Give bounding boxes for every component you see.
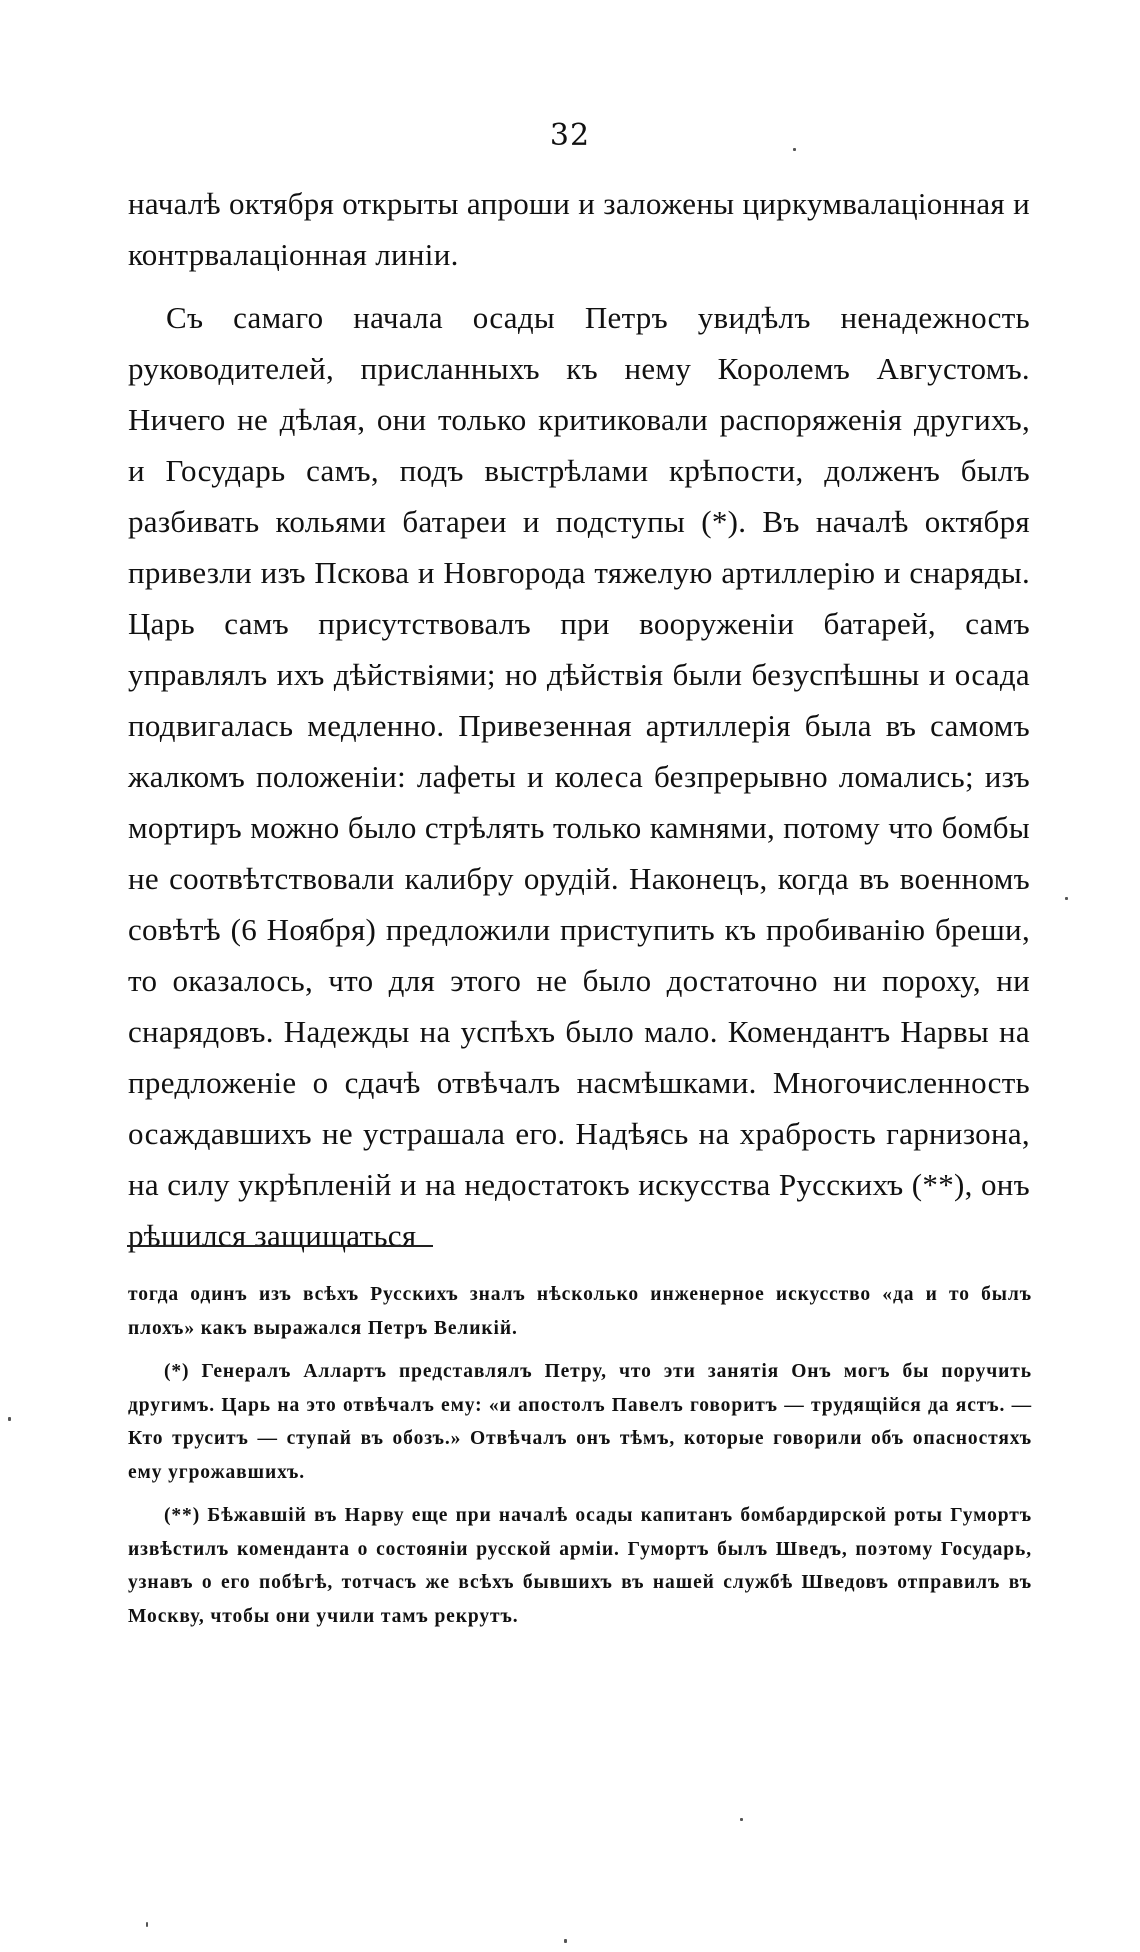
footnote-continuation: тогда одинъ изъ всѣхъ Русскихъ зналъ нѣсколько инженерное искусство «да и то былъ плохъ» какъ выражался Петръ Великій.	[128, 1284, 1032, 1339]
scan-speck	[8, 1417, 11, 1421]
page-number: 32	[549, 118, 591, 153]
scan-speck	[740, 1818, 743, 1821]
scan-speck	[146, 1922, 148, 1927]
footnote-1: (*) Генералъ Аллартъ представлялъ Петру, что эти занятія Онъ могъ бы поручить другимъ. Царь на это отвѣчалъ ему: «и апостолъ Павелъ говоритъ — трудящійся да ястъ. — Кто труситъ — ступай въ обозъ.» Отвѣчалъ онъ тѣмъ, которые говорили объ опасностяхъ ему угрожавшихъ.	[128, 1361, 1032, 1483]
footnote-separator	[127, 1245, 433, 1247]
scan-speck	[564, 1939, 567, 1943]
scan-speck	[793, 148, 796, 151]
body-paragraph: Съ самаго начала осады Петръ увидѣлъ ненадежность руководителей, присланныхъ къ нему Королемъ Августомъ. Ничего не дѣлая, они только критиковали распоряженія другихъ, и Государь самъ, подъ выстрѣлами крѣпости, долженъ былъ разбивать кольями батареи и подступы (*). Въ началѣ октября привезли изъ Пскова и Новгорода тяжелую артиллерію и снаряды. Царь самъ присутствовалъ при вооруженіи батарей, самъ управлялъ ихъ дѣйствіями; но дѣйствія были безуспѣшны и осада подвигалась медленно. Привезенная артиллерія была въ самомъ жалкомъ положеніи: лафеты и колеса безпрерывно ломались; изъ мортиръ можно было стрѣлять только камнями, потому что бомбы не соотвѣтствовали калибру орудій. Наконецъ, когда въ военномъ совѣтѣ (6 Ноября) предложили приступить къ пробиванію бреши, то оказалось, что для этого не было достаточно ни пороху, ни снарядовъ. Надежды на успѣхъ было мало. Комендантъ Нарвы на предложеніе о сдачѣ отвѣчалъ насмѣшками. Многочисленность осаждавшихъ не устрашала его. Надѣясь на храбрость гарнизона, на силу укрѣпленій и на недостатокъ искусства Русскихъ (**), онъ рѣшился защищаться	[128, 300, 1030, 1253]
scan-speck	[1065, 897, 1068, 900]
footnote-2: (**) Бѣжавшій въ Нарву еще при началѣ осады капитанъ бомбардирской роты Гумортъ извѣстилъ коменданта о состояніи русской арміи. Гумортъ былъ Шведъ, поэтому Государь, узнавъ о его побѣгѣ, тотчасъ же всѣхъ бывшихъ въ нашей службѣ Шведовъ отправилъ въ Москву, чтобы они учили тамъ рекрутъ.	[128, 1505, 1032, 1627]
continued-paragraph: началѣ октября открыты апроши и заложены циркумвалаціонная и контрвалаціонная линіи.	[128, 186, 1030, 272]
footnotes	[128, 1278, 1032, 1633]
main-text	[128, 178, 1030, 1261]
